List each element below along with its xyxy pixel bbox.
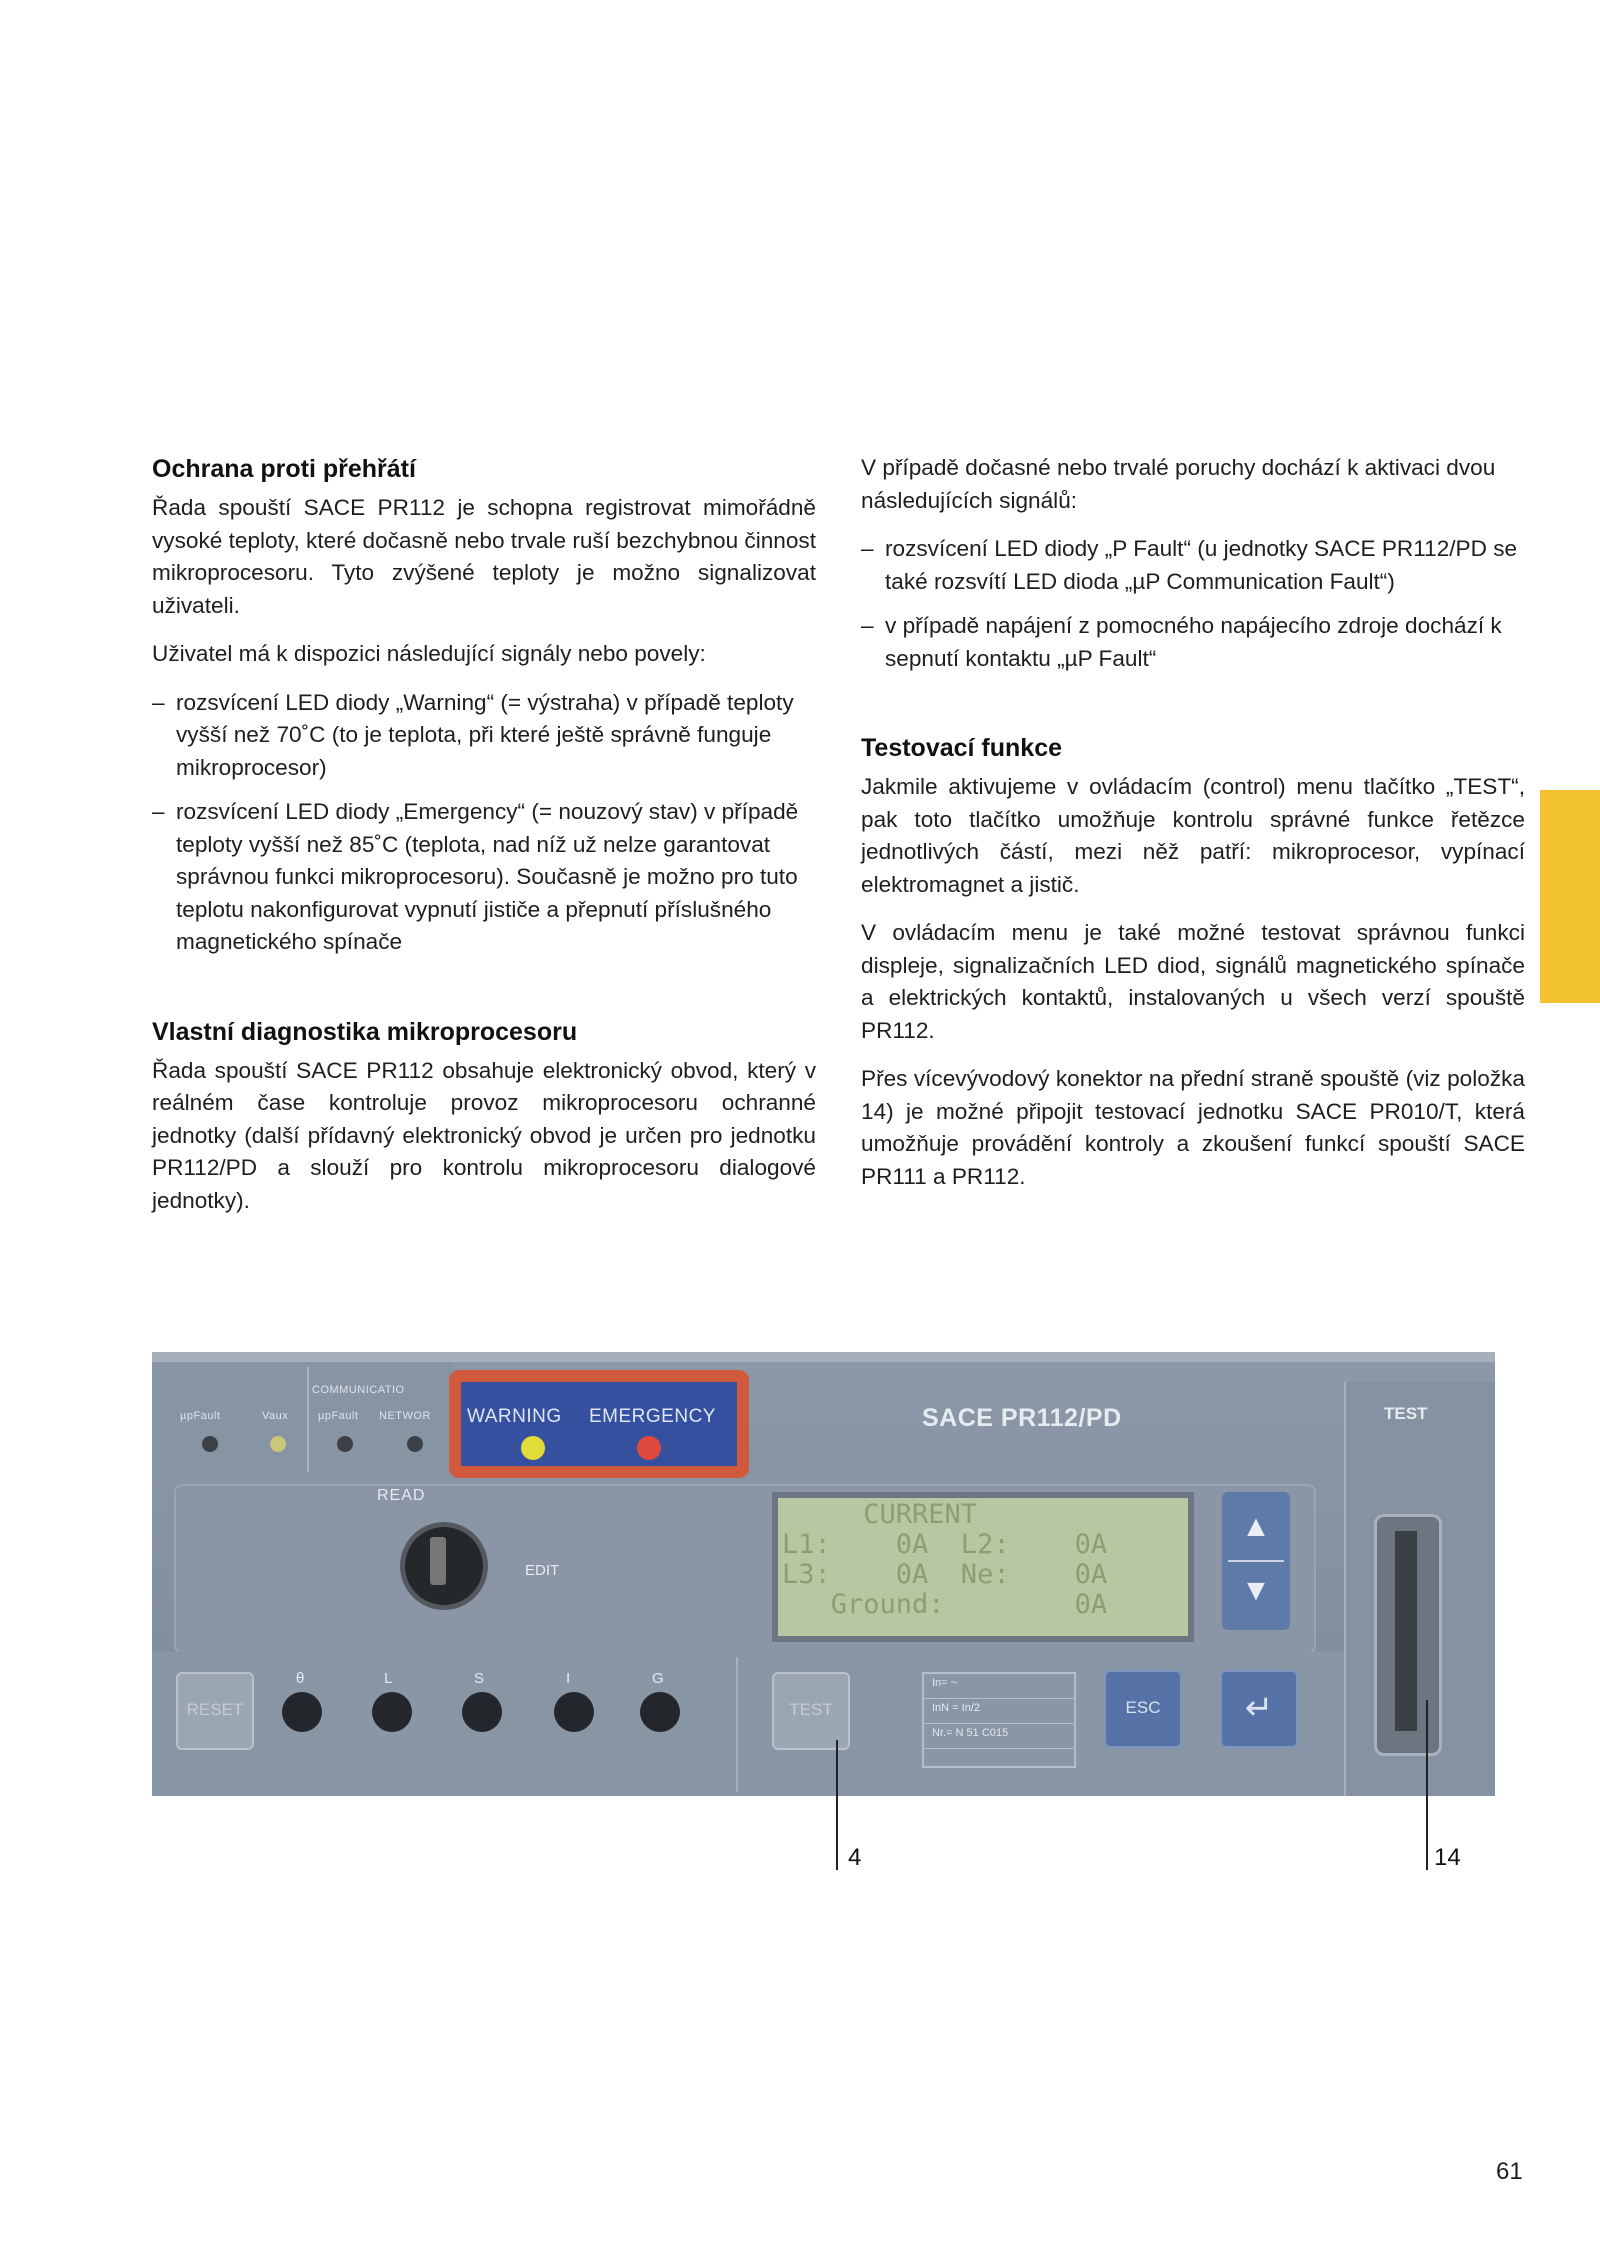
warning-led: [521, 1436, 545, 1460]
callout-14: 14: [1434, 1844, 1461, 1871]
knob-label: I: [566, 1670, 571, 1687]
signal-list: [152, 687, 816, 959]
paragraph: Řada spouští SACE PR112 je schopna registrovat mimořádně vysoké teploty, které dočasně nebo trvale ruší bezchybnou činnost mikroprocesoru. Tyto zvýšené teploty je možno signalizovat uživateli.: [152, 495, 816, 618]
led-network: [407, 1436, 423, 1452]
led-label: NETWOR: [379, 1410, 431, 1422]
knob-label: G: [652, 1670, 664, 1687]
arrow-up-icon[interactable]: ▲: [1241, 1510, 1271, 1543]
knob-l[interactable]: [372, 1692, 412, 1732]
enter-icon[interactable]: ↵: [1220, 1670, 1298, 1748]
led-comm-up-fault: [337, 1436, 353, 1452]
key-slot-icon: [430, 1537, 446, 1585]
heading-diagnostics: Vlastní diagnostika mikroprocesoru: [152, 1017, 578, 1046]
paragraph: Jakmile aktivujeme v ovládacím (control) menu tlačítko „TEST“, pak toto tlačítko umožňuje kontrolu správné funkce řetězce jednotlivých částí, mezi něž patří: mikroprocesor, vypínací elektromagnet a jistič.: [861, 774, 1525, 897]
knob-label: L: [384, 1670, 393, 1687]
callout-line: [1426, 1700, 1428, 1870]
arrow-down-icon[interactable]: ▼: [1241, 1574, 1271, 1607]
divider: [307, 1367, 309, 1472]
led-vaux: [270, 1436, 286, 1452]
page-number: 61: [1496, 2158, 1523, 2185]
lcd-line: Ground: 0A: [782, 1589, 1108, 1620]
knob-theta[interactable]: [282, 1692, 322, 1732]
lcd-display: [772, 1492, 1194, 1642]
paragraph: V ovládacím menu je také možné testovat správnou funkci displeje, signalizačních LED diod, signálů magnetického spínače a elektrických kontaktů, instalovaných u všech verzí spouště PR112.: [861, 920, 1525, 1043]
knob-g[interactable]: [640, 1692, 680, 1732]
led-label: µpFault: [318, 1410, 359, 1422]
device-brand: SACE PR112/PD: [922, 1404, 1122, 1432]
device-top-edge: [152, 1352, 1495, 1362]
led-label: µpFault: [180, 1410, 221, 1422]
right-column: [861, 452, 1525, 1209]
test-connector[interactable]: [1374, 1514, 1442, 1756]
paragraph: Řada spouští SACE PR112 obsahuje elektronický obvod, který v reálném čase kontroluje provoz mikroprocesoru ochranné jednotky (další přídavný elektronický obvod je určen pro jednotku PR112/PD a slouží pro kontrolu mikroprocesoru dialogové jednotky).: [152, 1057, 816, 1213]
warning-label: WARNING: [467, 1406, 562, 1427]
knob-i[interactable]: [554, 1692, 594, 1732]
lcd-line: CURRENT: [782, 1499, 978, 1530]
lcd-line: L3: 0A Ne: 0A: [782, 1559, 1108, 1590]
led-label: Vaux: [262, 1410, 289, 1422]
knob-s[interactable]: [462, 1692, 502, 1732]
divider: [736, 1657, 738, 1792]
callout-line: [836, 1740, 838, 1870]
rating-plate: [922, 1672, 1076, 1768]
rating-line: Nr.= N 51 C015: [924, 1724, 1074, 1749]
test-button[interactable]: TEST: [772, 1672, 850, 1750]
heading-overheat: Ochrana proti přehřátí: [152, 455, 416, 483]
fault-list: [861, 533, 1525, 675]
device-photo: [152, 1352, 1495, 1796]
reset-button[interactable]: RESET: [176, 1672, 254, 1750]
callout-4: 4: [848, 1844, 862, 1871]
list-item: – rozsvícení LED diody „P Fault“ (u jednotky SACE PR112/PD se také rozsvítí LED dioda „µP Communication Fault“): [861, 533, 1525, 598]
heading-test-function: Testovací funkce: [861, 734, 1063, 762]
arrow-buttons: [1222, 1492, 1290, 1630]
emergency-led: [637, 1436, 661, 1460]
rating-line: InN = In/2: [924, 1699, 1074, 1724]
warning-indicator-frame: [449, 1370, 749, 1478]
esc-button[interactable]: ESC: [1104, 1670, 1182, 1748]
test-connector-label: TEST: [1384, 1404, 1428, 1423]
knob-label: S: [474, 1670, 485, 1687]
read-label: READ: [377, 1487, 426, 1504]
led-up-fault: [202, 1436, 218, 1452]
connector-pins: [1395, 1531, 1417, 1731]
paragraph: V případě dočasné nebo trvalé poruchy dochází k aktivaci dvou následujících signálů:: [861, 455, 1496, 513]
list-item: – rozsvícení LED diody „Emergency“ (= nouzový stav) v případě teploty vyšší než 85˚C (teplota, nad níž už nelze garantovat správnou funkci mikroprocesoru). Současně je možno pro tuto teplotu nakonfigurovat vypnutí jističe a přepnutí příslušného magnetického spínače: [152, 796, 816, 959]
emergency-label: EMERGENCY: [589, 1406, 716, 1427]
rating-line: In= ~: [924, 1674, 1074, 1699]
paragraph: Přes vícevývodový konektor na přední straně spouště (viz položka 14) je možné připojit testovací jednotku SACE PR010/T, která umožňuje provádění kontroly a zkoušení funkcí spouští SACE PR111 a PR112.: [861, 1066, 1525, 1189]
list-item: – rozsvícení LED diody „Warning“ (= výstraha) v případě teploty vyšší než 70˚C (to je teplota, při které ještě správně funguje mikroprocesor): [152, 687, 816, 785]
knob-label: θ: [296, 1670, 305, 1687]
edit-label: EDIT: [525, 1562, 560, 1579]
lcd-line: L1: 0A L2: 0A: [782, 1529, 1108, 1560]
communication-label: COMMUNICATIO: [312, 1384, 405, 1396]
section-tab-marker: [1540, 790, 1600, 1003]
list-item: – v případě napájení z pomocného napájecího zdroje dochází k sepnutí kontaktu „µP Fault“: [861, 610, 1525, 675]
left-column: [152, 452, 816, 1233]
warning-panel: [461, 1382, 737, 1466]
paragraph: Uživatel má k dispozici následující signály nebo povely:: [152, 641, 706, 666]
